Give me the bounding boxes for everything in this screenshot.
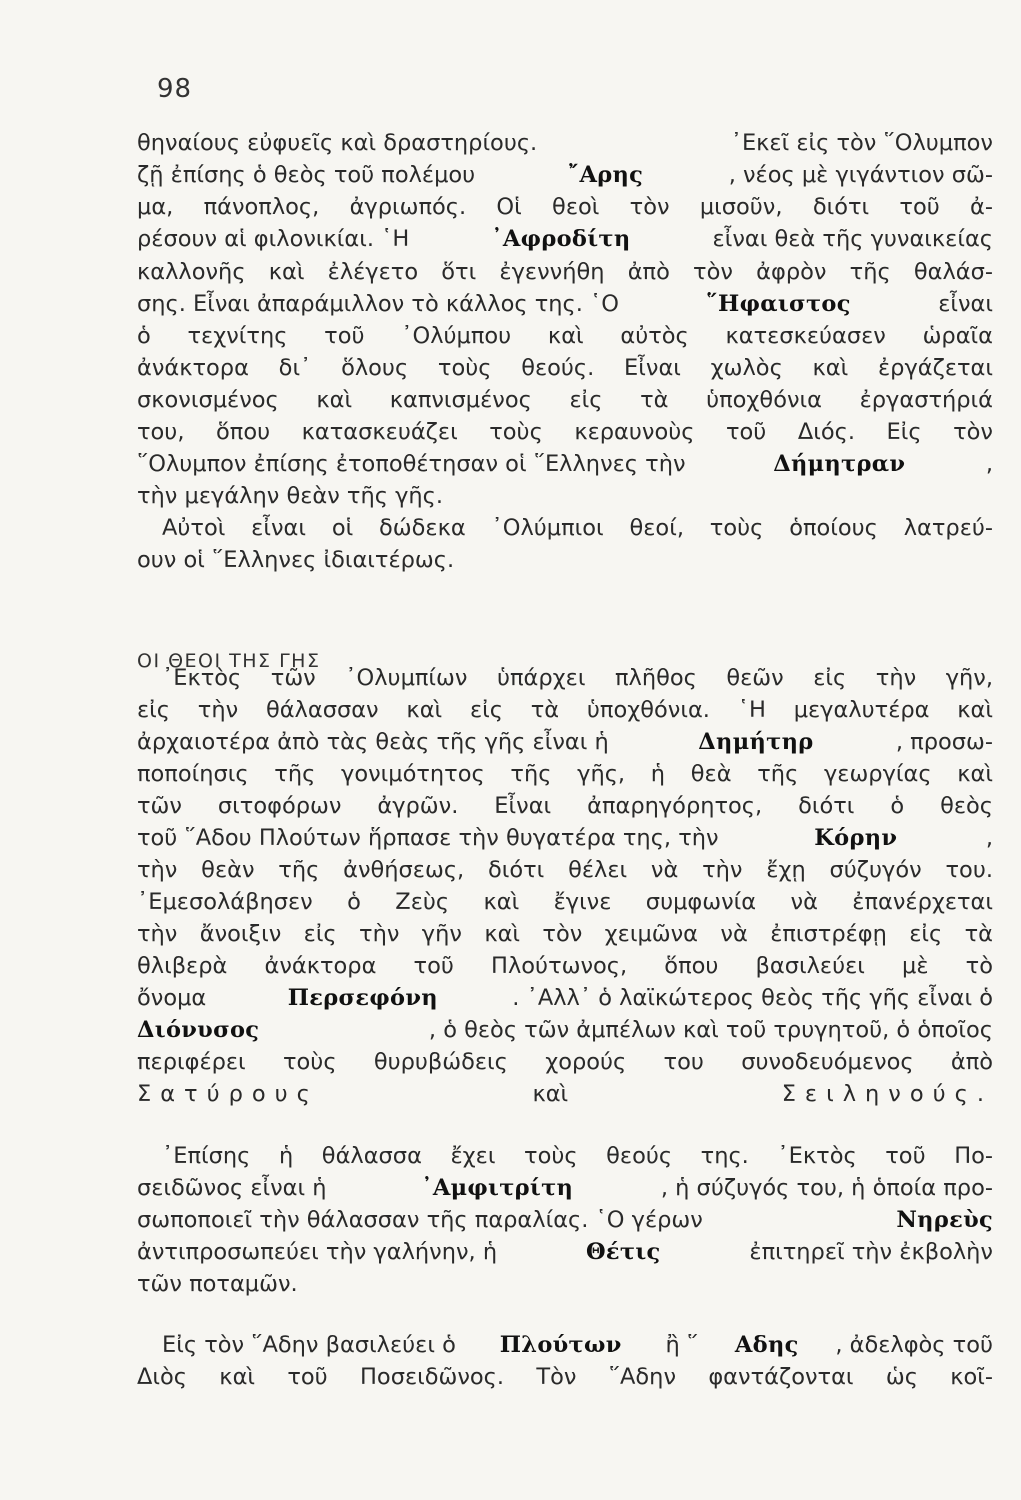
text-segment: τῶν σιτοφόρων ἀγρῶν. Εἶναι ἀπαρηγόρητος, διότι ὁ θεὸς	[137, 793, 993, 819]
text-line	[137, 1047, 993, 1077]
text-line	[137, 353, 993, 383]
text-segment: ποποίησις τῆς γονιμότητος τῆς γῆς, ἡ θεὰ τῆς γεωργίας καὶ	[137, 761, 993, 787]
text-segment: εἰς τὴν θάλασσαν καὶ εἰς τὰ ὑποχθόνια. ῾Η μεγαλυτέρα καὶ	[137, 697, 993, 723]
section-heading: ΟΙ ΘΕΟΙ ΤΗΣ ΓΗΣ	[137, 650, 321, 672]
text-segment: καλλονῆς καὶ ἐλέγετο ὅτι ἐγεννήθη ἀπὸ τὸν ἀφρὸν τῆς θαλάσ-	[137, 259, 993, 285]
text-segment: ἀνάκτορα δι᾿ ὅλους τοὺς θεούς. Εἶναι χωλὸς καὶ ἐργάζεται	[137, 355, 993, 381]
text-segment: τὴν θεὰν τῆς ἀνθήσεως, διότι θέλει νὰ τὴν ἔχῃ σύζυγόν του.	[137, 857, 993, 883]
text-segment: σης. Εἶναι ἀπαράμιλλον τὸ κάλλος της. ῾Ο	[137, 291, 627, 317]
text-segment: του, ὅπου κατασκευάζει τοὺς κεραυνοὺς τοῦ Διός. Εἰς τὸν	[137, 419, 993, 445]
text-line	[137, 160, 993, 190]
text-line	[137, 1237, 993, 1267]
text-line	[162, 1330, 993, 1360]
text-segment: ουν οἱ ῞Ελληνες ἰδιαιτέρως.	[137, 547, 455, 573]
text-line	[137, 385, 993, 415]
text-segment: ὁ τεχνίτης τοῦ ᾿Ολύμπου καὶ αὐτὸς κατεσκεύασεν ὡραῖα	[137, 323, 993, 349]
text-segment: ,	[985, 825, 993, 851]
bold-term: Νηρεὺς	[896, 1207, 993, 1233]
text-segment: περιφέρει τοὺς θυρυβώδεις χορούς του συνοδευόμενος ἀπὸ	[137, 1049, 993, 1075]
text-segment: , προσω-	[895, 729, 993, 755]
text-segment: τῶν ποταμῶν.	[137, 1271, 298, 1297]
page-number: 98	[157, 74, 193, 104]
text-segment: Διὸς καὶ τοῦ Ποσειδῶνος. Τὸν ῞Αδην φαντάζονται ὡς κοῖ-	[137, 1364, 993, 1390]
text-segment: , ἀδελφὸς τοῦ	[835, 1332, 993, 1358]
bold-term: ῎Αρης	[567, 162, 644, 188]
text-segment: ἢ ῞	[658, 1332, 699, 1358]
text-segment: , νέος μὲ γιγάντιον σῶ-	[728, 162, 993, 188]
bold-term: ᾿Αφροδίτη	[491, 226, 631, 252]
text-segment: ᾿Επίσης ἡ θάλασσα ἔχει τοὺς θεούς της. ᾿Εκτὸς τοῦ Πο-	[162, 1143, 993, 1169]
text-line	[137, 449, 993, 479]
text-segment: τοῦ ῞Αδου Πλούτων ἥρπασε τὴν θυγατέρα της, τὴν	[137, 825, 726, 851]
text-segment: εἶναι θεὰ τῆς γυναικείας	[705, 226, 993, 252]
bold-term: ᾿Αμφιτρίτη	[421, 1175, 574, 1201]
text-line	[137, 1269, 993, 1299]
text-line	[137, 727, 993, 757]
text-segment: Εἰς τὸν ῞Αδην βασιλεύει ὁ	[162, 1332, 464, 1358]
text-line	[137, 192, 993, 222]
text-segment: σωποποιεῖ τὴν θάλασσαν τῆς παραλίας. ῾Ο γέρων	[137, 1207, 710, 1233]
text-segment: Σειληνούς.	[781, 1081, 993, 1107]
text-line	[137, 983, 993, 1013]
text-line	[137, 545, 993, 575]
text-line	[137, 1079, 993, 1109]
text-segment: ἀρχαιοτέρα ἀπὸ τὰς θεὰς τῆς γῆς εἶναι ἡ	[137, 729, 616, 755]
text-line	[137, 257, 993, 287]
text-segment: τὴν ἄνοιξιν εἰς τὴν γῆν καὶ τὸν χειμῶνα νὰ ἐπιστρέφῃ εἰς τὰ	[137, 921, 993, 947]
bold-term: Δήμητραν	[773, 451, 906, 477]
text-line	[137, 951, 993, 981]
text-segment: ἐπιτηρεῖ τὴν ἐκβολὴν	[742, 1239, 993, 1265]
text-line	[137, 1205, 993, 1235]
text-segment: σειδῶνος εἶναι ἡ	[137, 1175, 334, 1201]
text-line	[137, 321, 993, 351]
text-segment: καὶ	[525, 1081, 576, 1107]
text-segment: ὄνομα	[137, 985, 214, 1011]
text-line	[137, 759, 993, 789]
text-segment: τὴν μεγάλην θεὰν τῆς γῆς.	[137, 483, 444, 509]
text-segment: μα, πάνοπλος, ἀγριωπός. Οἱ θεοὶ τὸν μισοῦν, διότι τοῦ ἀ-	[137, 194, 993, 220]
text-line	[162, 663, 993, 693]
text-line	[137, 919, 993, 949]
bold-term: Πλούτων	[499, 1332, 622, 1358]
bold-term: Αδης	[734, 1332, 799, 1358]
text-line	[137, 823, 993, 853]
text-segment: . ᾿Αλλ᾿ ὁ λαϊκώτερος θεὸς τῆς γῆς εἶναι ὁ	[512, 985, 993, 1011]
bold-term: Δημήτηρ	[698, 729, 814, 755]
text-line	[137, 855, 993, 885]
text-segment: Αὐτοὶ εἶναι οἱ δώδεκα ᾿Ολύμπιοι θεοί, τοὺς ὁποίους λατρεύ-	[162, 515, 993, 541]
text-segment: ρέσουν αἱ φιλονικίαι. ῾Η	[137, 226, 417, 252]
text-line	[137, 695, 993, 725]
text-line	[137, 128, 993, 158]
text-line	[137, 481, 993, 511]
text-segment: ᾿Εκεῖ εἰς τὸν ῞Ολυμπον	[730, 130, 993, 156]
text-segment: εἶναι	[931, 291, 993, 317]
text-segment: ῞Ολυμπον ἐπίσης ἐτοποθέτησαν οἱ ῞Ελληνες τὴν	[137, 451, 693, 477]
text-line	[137, 887, 993, 917]
bold-term: Θέτις	[586, 1239, 661, 1265]
text-segment: ζῇ ἐπίσης ὁ θεὸς τοῦ πολέμου	[137, 162, 483, 188]
text-segment: Σατύρους	[137, 1081, 319, 1107]
text-line	[162, 513, 993, 543]
text-segment: , ὁ θεὸς τῶν ἀμπέλων καὶ τοῦ τρυγητοῦ, ὁ ὁποῖος	[428, 1017, 993, 1043]
text-segment: ᾿Εμεσολάβησεν ὁ Ζεὺς καὶ ἔγινε συμφωνία νὰ ἐπανέρχεται	[137, 889, 993, 915]
text-line	[137, 1015, 993, 1045]
text-segment: ᾿Εκτὸς τῶν ᾿Ολυμπίων ὑπάρχει πλῆθος θεῶν εἰς τὴν γῆν,	[162, 665, 993, 691]
text-line	[137, 289, 993, 319]
text-segment: θλιβερὰ ἀνάκτορα τοῦ Πλούτωνος, ὅπου βασιλεύει μὲ τὸ	[137, 953, 993, 979]
text-line	[137, 417, 993, 447]
bold-term: Διόνυσος	[137, 1017, 260, 1043]
text-line	[137, 224, 993, 254]
text-segment: σκονισμένος καὶ καπνισμένος εἰς τὰ ὑποχθόνια ἐργαστήριά	[137, 387, 993, 413]
text-segment: ἀντιπροσωπεύει τὴν γαλήνην, ἡ	[137, 1239, 505, 1265]
text-segment: θηναίους εὐφυεῖς καὶ δραστηρίους.	[137, 130, 538, 156]
bold-term: Περσεφόνη	[287, 985, 438, 1011]
text-line	[137, 1362, 993, 1392]
text-line	[137, 791, 993, 821]
bold-term: ῞Ηφαιστος	[706, 291, 851, 317]
bold-term: Κόρην	[814, 825, 898, 851]
text-line	[137, 1173, 993, 1203]
text-line	[162, 1141, 993, 1171]
text-segment: , ἡ σύζυγός του, ἡ ὁποία προ-	[660, 1175, 993, 1201]
text-segment: ,	[985, 451, 993, 477]
